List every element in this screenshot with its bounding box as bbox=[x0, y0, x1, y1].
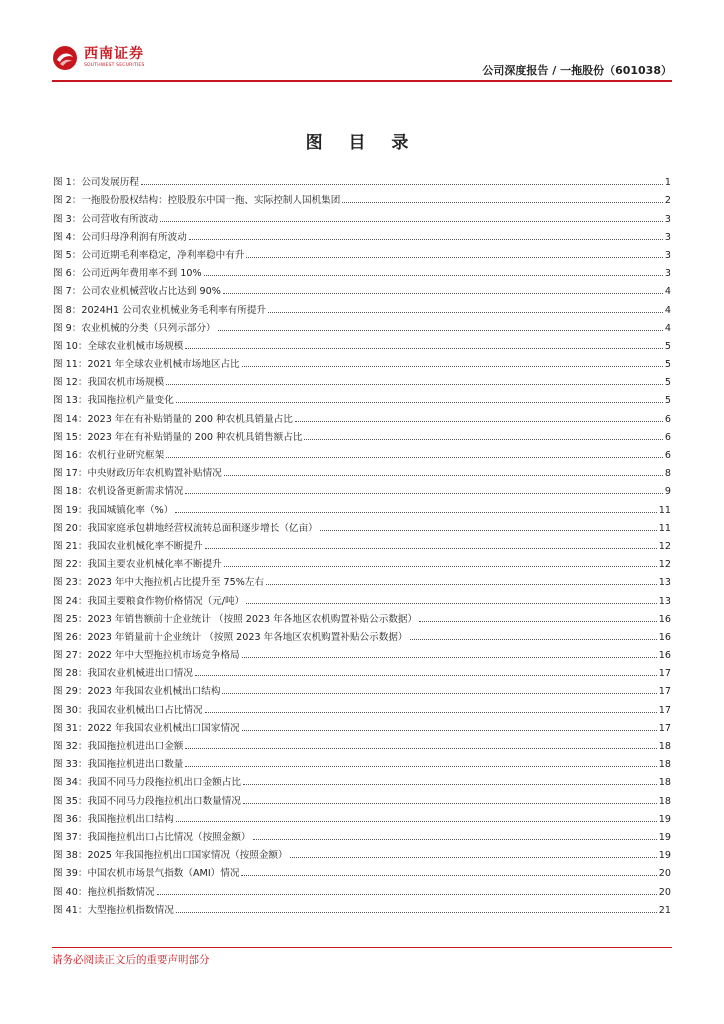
toc-dot-leader bbox=[176, 402, 663, 403]
report-title: 公司深度报告 / 一拖股份（601038） bbox=[482, 64, 672, 77]
toc-entry-title: 我国农业机械出口占比情况 bbox=[87, 704, 203, 716]
toc-entry-label: 图 16： bbox=[53, 450, 88, 461]
toc-entry-page: 16 bbox=[658, 613, 671, 625]
toc-entry-page: 5 bbox=[664, 377, 671, 389]
toc-entry-label: 图 13： bbox=[53, 395, 88, 407]
toc-entry[interactable] bbox=[53, 643, 671, 661]
toc-dot-leader bbox=[246, 603, 657, 604]
toc-entry-title: 2025 年我国拖拉机出口国家情况（按照金额） bbox=[87, 850, 288, 862]
toc-dot-leader bbox=[222, 693, 656, 694]
toc-entry[interactable] bbox=[53, 679, 671, 697]
toc-entry-title: 我国拖拉机进出口数量 bbox=[87, 759, 184, 771]
toc-dot-leader bbox=[243, 784, 657, 785]
toc-dot-leader bbox=[243, 803, 657, 804]
toc-entry-title: 农机设备更新需求情况 bbox=[87, 486, 184, 498]
toc-entry[interactable] bbox=[53, 388, 671, 406]
toc-entry[interactable] bbox=[53, 188, 671, 206]
footer-disclaimer: 请务必阅读正文后的重要声明部分 bbox=[52, 954, 210, 966]
toc-entry-page: 12 bbox=[658, 559, 671, 571]
toc-entry[interactable] bbox=[53, 516, 671, 534]
toc-dot-leader bbox=[223, 293, 663, 294]
header-divider bbox=[52, 80, 672, 82]
toc-entry[interactable] bbox=[53, 734, 671, 752]
toc-dot-leader bbox=[204, 275, 663, 276]
toc-dot-leader bbox=[218, 330, 663, 331]
toc-entry-label: 图 7： bbox=[53, 286, 82, 298]
toc-entry-label: 图 39： bbox=[53, 868, 88, 880]
toc-entry-page: 1 bbox=[664, 177, 671, 189]
toc-entry-label: 图 18： bbox=[53, 486, 88, 498]
toc-entry-title: 中央财政历年农机购置补贴情况 bbox=[87, 468, 222, 480]
toc-dot-leader bbox=[419, 621, 657, 622]
toc-entry-label: 图 9： bbox=[53, 322, 82, 334]
toc-dot-leader bbox=[141, 184, 663, 185]
toc-entry-label: 图 33： bbox=[53, 759, 88, 771]
toc-entry-page: 11 bbox=[658, 522, 671, 534]
toc-dot-leader bbox=[342, 202, 663, 203]
toc-entry-title: 2023 年中大拖拉机占比提升至 75%左右 bbox=[87, 577, 265, 589]
toc-entry-page: 20 bbox=[658, 886, 671, 898]
toc-dot-leader bbox=[189, 239, 663, 240]
toc-entry[interactable] bbox=[53, 697, 671, 715]
toc-entry-label: 图 27： bbox=[53, 650, 88, 662]
toc-entry[interactable] bbox=[53, 752, 671, 770]
toc-entry-title: 2021 年全球农业机械市场地区占比 bbox=[87, 359, 240, 371]
toc-entry-title: 我国拖拉机出口占比情况（按照金额） bbox=[87, 831, 251, 843]
toc-heading: 图 目 录 bbox=[305, 133, 419, 153]
toc-entry-page: 17 bbox=[658, 704, 671, 716]
toc-dot-leader bbox=[295, 421, 663, 422]
toc-entry-label: 图 21： bbox=[53, 540, 88, 552]
toc-entry-label: 图 8： bbox=[53, 304, 82, 316]
toc-entry-title: 一拖股份股权结构：控股股东中国一拖、实际控制人国机集团 bbox=[81, 195, 341, 207]
toc-dot-leader bbox=[224, 475, 663, 476]
toc-entry-page: 3 bbox=[664, 249, 671, 261]
toc-entry-title: 我国拖拉机产量变化 bbox=[87, 395, 174, 407]
toc-entry[interactable] bbox=[53, 206, 671, 224]
toc-entry-title: 公司归母净利润有所波动 bbox=[81, 231, 187, 243]
toc-dot-leader bbox=[268, 312, 663, 313]
toc-entry-title: 2023 年我国农业机械出口结构 bbox=[87, 686, 221, 698]
toc-entry[interactable] bbox=[53, 661, 671, 679]
toc-entry[interactable] bbox=[53, 279, 671, 297]
toc-entry-label: 图 14： bbox=[53, 413, 88, 425]
toc-entry-title: 2023 年在有补贴销量的 200 种农机具销量占比 bbox=[87, 413, 293, 425]
toc-entry-title: 我国农机市场规模 bbox=[87, 377, 165, 389]
toc-entry-page: 21 bbox=[658, 904, 671, 916]
toc-entry-label: 图 20： bbox=[53, 522, 88, 534]
toc-entry-label: 图 23： bbox=[53, 577, 88, 589]
toc-entry[interactable] bbox=[53, 861, 671, 879]
toc-entry-title: 拖拉机指数情况 bbox=[87, 886, 155, 898]
toc-entry-page: 5 bbox=[664, 395, 671, 407]
toc-entry-label: 图 29： bbox=[53, 686, 88, 698]
toc-dot-leader bbox=[304, 439, 662, 440]
toc-dot-leader bbox=[253, 839, 657, 840]
toc-entry[interactable] bbox=[53, 788, 671, 806]
toc-entry[interactable] bbox=[53, 297, 671, 315]
toc-dot-leader bbox=[266, 584, 657, 585]
toc-entry[interactable] bbox=[53, 552, 671, 570]
toc-entry-page: 16 bbox=[658, 650, 671, 662]
toc-dot-leader bbox=[242, 366, 663, 367]
toc-dot-leader bbox=[185, 348, 663, 349]
toc-entry-title: 2024H1 公司农业机械业务毛利率有所提升 bbox=[81, 304, 267, 316]
toc-entry-label: 图 41： bbox=[53, 904, 88, 916]
toc-entry-page: 4 bbox=[664, 304, 671, 316]
toc-entry-label: 图 37： bbox=[53, 831, 88, 843]
toc-entry-label: 图 24： bbox=[53, 595, 88, 607]
toc-entry[interactable] bbox=[53, 334, 671, 352]
toc-entry-title: 2023 年销量前十企业统计 （按照 2023 年各地区农机购置补贴公示数据） bbox=[87, 631, 408, 643]
toc-entry-label: 图 30： bbox=[53, 704, 88, 716]
toc-entry[interactable] bbox=[53, 370, 671, 388]
toc-entry-label: 图 34： bbox=[53, 777, 88, 789]
toc-entry-label: 图 10： bbox=[53, 340, 88, 352]
toc-dot-leader bbox=[290, 857, 657, 858]
toc-entry[interactable] bbox=[53, 825, 671, 843]
toc-dot-leader bbox=[166, 384, 663, 385]
toc-dot-leader bbox=[195, 675, 657, 676]
toc-entry[interactable] bbox=[53, 898, 671, 916]
toc-entry-title: 我国不同马力段拖拉机出口数量情况 bbox=[87, 795, 241, 807]
toc-entry-page: 11 bbox=[658, 504, 671, 516]
southwest-securities-logo-icon bbox=[52, 45, 78, 71]
toc-entry-label: 图 38： bbox=[53, 850, 88, 862]
toc-entry-page: 6 bbox=[664, 450, 671, 461]
toc-entry-title: 2022 年我国农业机械出口国家情况 bbox=[87, 722, 240, 734]
toc-entry[interactable] bbox=[53, 570, 671, 588]
toc-entry-title: 公司近两年费用率不到 10% bbox=[81, 268, 202, 280]
toc-entry-title: 我国城镇化率（%） bbox=[87, 504, 174, 516]
toc-entry-title: 2023 年销售额前十企业统计 （按照 2023 年各地区农机购置补贴公示数据） bbox=[87, 613, 418, 625]
company-logo bbox=[52, 42, 145, 74]
toc-entry-title: 我国家庭承包耕地经营权流转总面积逐步增长（亿亩） bbox=[87, 522, 318, 534]
toc-dot-leader bbox=[157, 894, 657, 895]
toc-dot-leader bbox=[176, 912, 657, 913]
toc-entry[interactable] bbox=[53, 807, 671, 825]
toc-entry[interactable] bbox=[53, 461, 671, 479]
toc-dot-leader bbox=[205, 548, 657, 549]
toc-entry-page: 17 bbox=[658, 686, 671, 698]
toc-entry[interactable] bbox=[53, 170, 671, 188]
toc-entry-label: 图 36： bbox=[53, 813, 88, 825]
toc-entry[interactable] bbox=[53, 770, 671, 788]
toc-entry-page: 17 bbox=[658, 722, 671, 734]
toc-entry-page: 18 bbox=[658, 741, 671, 752]
toc-entry[interactable] bbox=[53, 588, 671, 606]
toc-entry-label: 图 1： bbox=[53, 177, 82, 189]
toc-entry-title: 我国农业机械化率不断提升 bbox=[87, 540, 203, 552]
toc-dot-leader bbox=[241, 875, 656, 876]
toc-entry[interactable] bbox=[53, 243, 671, 261]
toc-entry-label: 图 28： bbox=[53, 668, 88, 680]
toc-entry-title: 我国农业机械进出口情况 bbox=[87, 668, 193, 680]
toc-entry-page: 18 bbox=[658, 759, 671, 771]
toc-entry-label: 图 11： bbox=[53, 359, 88, 371]
toc-dot-leader bbox=[205, 712, 657, 713]
toc-entry-page: 16 bbox=[658, 631, 671, 643]
toc-dot-leader bbox=[242, 657, 657, 658]
toc-entry-page: 13 bbox=[658, 595, 671, 607]
toc-entry-page: 13 bbox=[658, 577, 671, 589]
toc-entry-title: 公司发展历程 bbox=[81, 177, 139, 189]
toc-entry-title: 我国拖拉机进出口金额 bbox=[87, 741, 184, 752]
toc-entry[interactable] bbox=[53, 716, 671, 734]
toc-entry-page: 5 bbox=[664, 359, 671, 371]
logo-chinese-name: 西南证券 bbox=[84, 46, 144, 63]
toc-entry-label: 图 6： bbox=[53, 268, 82, 280]
toc-entry-page: 6 bbox=[664, 413, 671, 425]
toc-entry-page: 12 bbox=[658, 540, 671, 552]
toc-dot-leader bbox=[160, 221, 663, 222]
toc-entry-page: 17 bbox=[658, 668, 671, 680]
toc-dot-leader bbox=[410, 639, 657, 640]
toc-entry-title: 全球农业机械市场规模 bbox=[87, 340, 184, 352]
toc-entry-label: 图 15： bbox=[53, 431, 88, 443]
toc-entry[interactable] bbox=[53, 261, 671, 279]
toc-dot-leader bbox=[185, 493, 663, 494]
toc-entry-label: 图 35： bbox=[53, 795, 88, 807]
toc-entry-title: 大型拖拉机指数情况 bbox=[87, 904, 174, 916]
toc-entry-title: 我国主要粮食作物价格情况（元/吨） bbox=[87, 595, 245, 607]
toc-entry-page: 19 bbox=[658, 850, 671, 862]
toc-entry-label: 图 19： bbox=[53, 504, 88, 516]
toc-entry-page: 3 bbox=[664, 213, 671, 225]
toc-entry-page: 4 bbox=[664, 286, 671, 298]
toc-entry-page: 3 bbox=[664, 231, 671, 243]
toc-entry-title: 2023 年在有补贴销量的 200 种农机具销售额占比 bbox=[87, 431, 303, 443]
toc-entry[interactable] bbox=[53, 425, 671, 443]
toc-entry[interactable] bbox=[53, 316, 671, 334]
toc-entry-page: 4 bbox=[664, 322, 671, 334]
toc-entry[interactable] bbox=[53, 607, 671, 625]
toc-dot-leader bbox=[175, 512, 656, 513]
toc-entry[interactable] bbox=[53, 534, 671, 552]
toc-entry-label: 图 31： bbox=[53, 722, 88, 734]
footer-divider bbox=[52, 947, 672, 948]
toc-entry-title: 我国拖拉机出口结构 bbox=[87, 813, 174, 825]
toc-entry[interactable] bbox=[53, 879, 671, 897]
toc-entry-label: 图 12： bbox=[53, 377, 88, 389]
toc-entry-page: 6 bbox=[664, 431, 671, 443]
toc-entry-label: 图 25： bbox=[53, 613, 88, 625]
toc-entry[interactable] bbox=[53, 443, 671, 461]
toc-entry-title: 我国主要农业机械化率不断提升 bbox=[87, 559, 222, 571]
toc-entry-page: 18 bbox=[658, 777, 671, 789]
toc-entry-label: 图 17： bbox=[53, 468, 88, 480]
toc-dot-leader bbox=[166, 457, 663, 458]
toc-entry[interactable] bbox=[53, 625, 671, 643]
toc-entry-title: 2022 年中大型拖拉机市场竞争格局 bbox=[87, 650, 240, 662]
toc-entry-label: 图 3： bbox=[53, 213, 82, 225]
toc-entry-title: 我国不同马力段拖拉机出口金额占比 bbox=[87, 777, 241, 789]
toc-dot-leader bbox=[185, 748, 656, 749]
toc-entry-title: 农业机械的分类（只列示部分） bbox=[81, 322, 216, 334]
toc-entry-label: 图 22： bbox=[53, 559, 88, 571]
toc-dot-leader bbox=[242, 730, 657, 731]
toc-entry-page: 9 bbox=[664, 486, 671, 498]
toc-dot-leader bbox=[176, 821, 657, 822]
toc-entry-label: 图 40： bbox=[53, 886, 88, 898]
toc-dot-leader bbox=[320, 530, 657, 531]
toc-entry-page: 19 bbox=[658, 813, 671, 825]
toc-entry-page: 2 bbox=[664, 195, 671, 207]
toc-entry-label: 图 32： bbox=[53, 741, 88, 752]
toc-entry-page: 20 bbox=[658, 868, 671, 880]
toc-entry[interactable] bbox=[53, 406, 671, 424]
toc-dot-leader bbox=[246, 257, 662, 258]
toc-entry[interactable] bbox=[53, 352, 671, 370]
toc-entry-title: 公司农业机械营收占比达到 90% bbox=[81, 286, 221, 298]
toc-entry[interactable] bbox=[53, 843, 671, 861]
toc-entry-title: 公司近期毛利率稳定，净利率稳中有升 bbox=[81, 249, 245, 261]
toc-entry-page: 5 bbox=[664, 340, 671, 352]
toc-entry[interactable] bbox=[53, 497, 671, 515]
toc-entry-label: 图 26： bbox=[53, 631, 88, 643]
toc-entry[interactable] bbox=[53, 225, 671, 243]
toc-entry-page: 8 bbox=[664, 468, 671, 480]
toc-entry-page: 18 bbox=[658, 795, 671, 807]
toc-entry-label: 图 5： bbox=[53, 249, 82, 261]
figure-table-of-contents bbox=[53, 170, 671, 916]
toc-entry[interactable] bbox=[53, 479, 671, 497]
toc-entry-title: 农机行业研究框架 bbox=[87, 450, 165, 461]
toc-dot-leader bbox=[224, 566, 657, 567]
toc-entry-title: 公司营收有所波动 bbox=[81, 213, 159, 225]
toc-dot-leader bbox=[185, 766, 656, 767]
logo-english-name: SOUTHWEST SECURITIES bbox=[84, 63, 145, 69]
toc-entry-title: 中国农机市场景气指数（AMI）情况 bbox=[87, 868, 240, 880]
toc-entry-label: 图 4： bbox=[53, 231, 82, 243]
toc-entry-page: 19 bbox=[658, 831, 671, 843]
toc-entry-label: 图 2： bbox=[53, 195, 82, 207]
toc-entry-page: 3 bbox=[664, 268, 671, 280]
